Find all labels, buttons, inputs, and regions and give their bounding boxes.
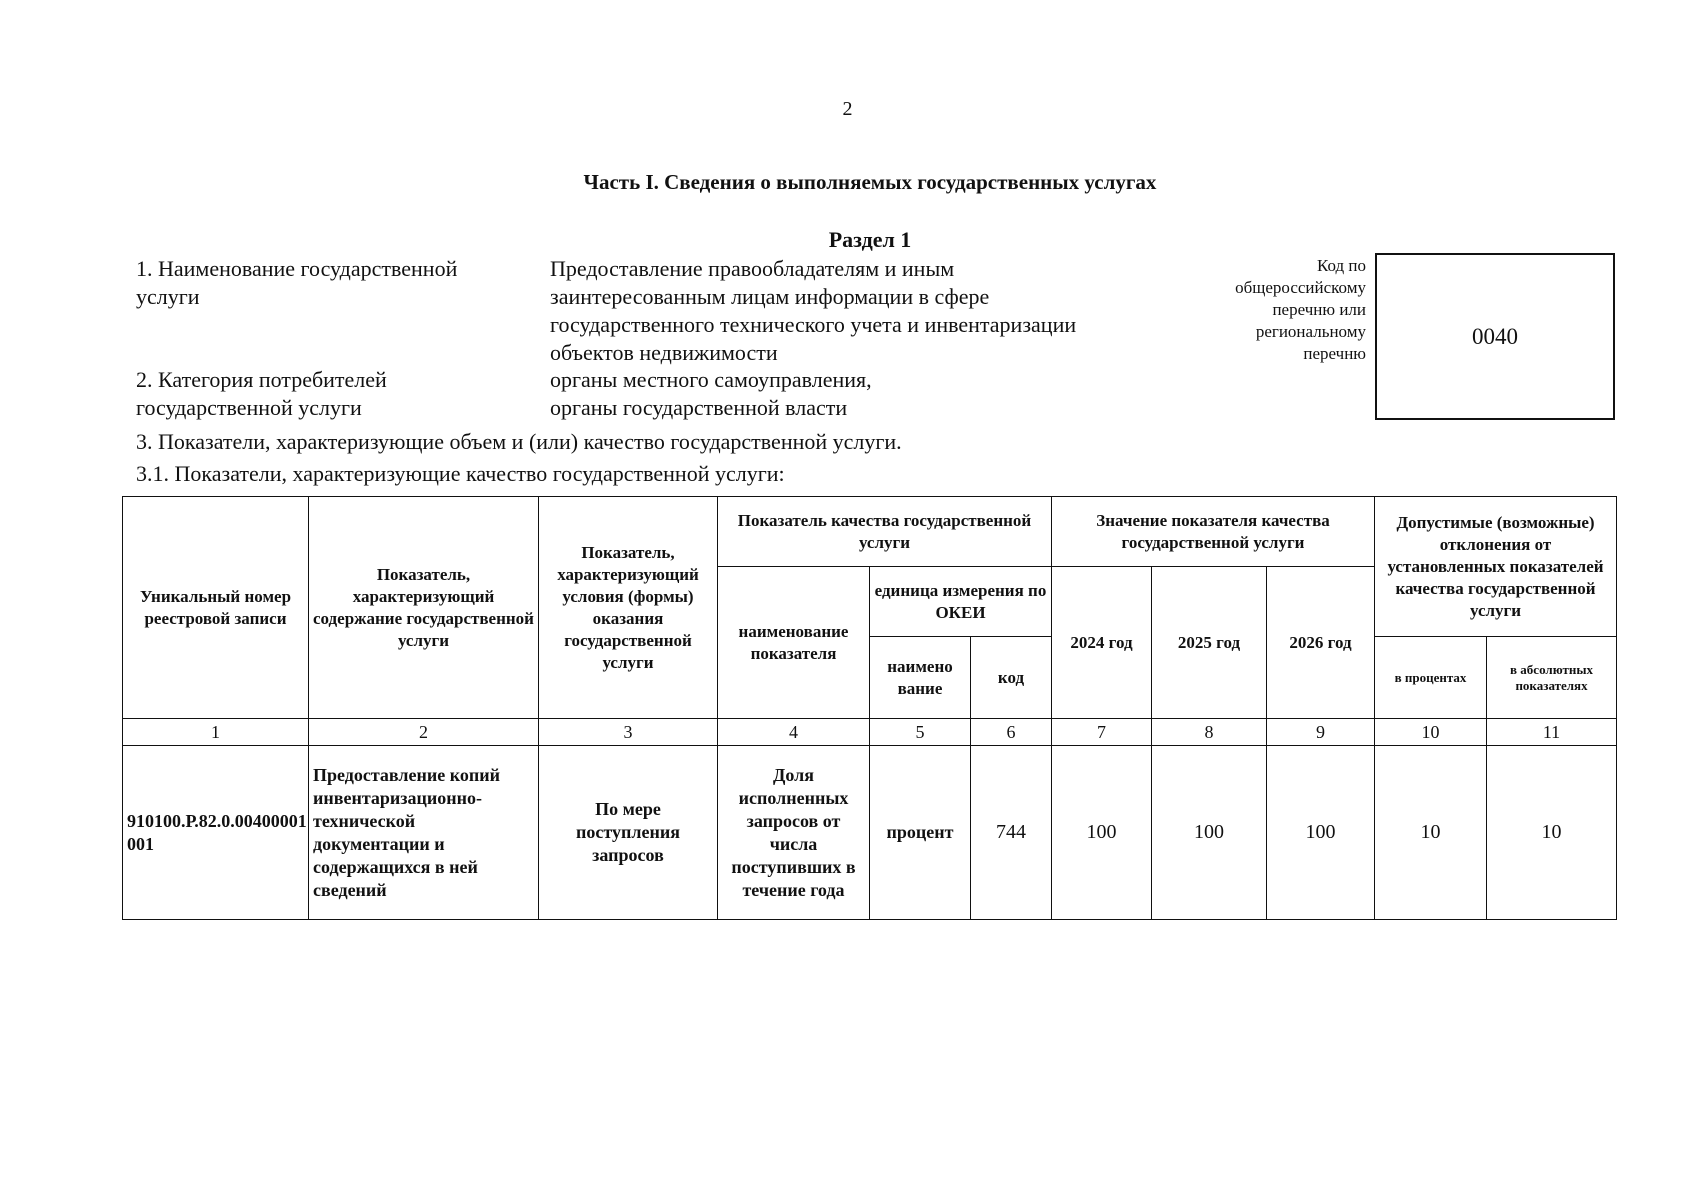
cell-2025: 100 [1152, 746, 1267, 920]
heading-3: 3. Показатели, характеризующие объем и (или) качество государственной услуги. [136, 429, 902, 454]
header-unit-code: код [971, 637, 1052, 719]
header-2024: 2024 год [1052, 567, 1152, 719]
cell-unit-code: 744 [971, 746, 1052, 920]
header-registry: Уникальный номер реестровой записи [123, 497, 309, 719]
header-unit-name: наимено вание [870, 637, 971, 719]
header-quality: Показатель качества государственной услуги [718, 497, 1052, 567]
cell-2026: 100 [1267, 746, 1375, 920]
col-number: 11 [1487, 719, 1617, 746]
header-2026: 2026 год [1267, 567, 1375, 719]
code-label: Код по общероссийскому перечню или региональному перечню [1235, 256, 1366, 363]
consumers-label: 2. Категория потребителей государственной услуги [136, 367, 387, 420]
col-number: 2 [309, 719, 539, 746]
page-number: 2 [842, 98, 853, 120]
header-unit: единица измерения по ОКЕИ [870, 567, 1052, 637]
cell-indicator: Доля исполненных запросов от числа поступивших в течение года [718, 746, 870, 920]
col-number: 3 [539, 719, 718, 746]
header-content: Показатель, характеризующий содержание государственной услуги [309, 497, 539, 719]
col-number: 4 [718, 719, 870, 746]
code-value: 0040 [1472, 323, 1518, 349]
header-percent: в процентах [1375, 637, 1487, 719]
header-indicator-name: наименование показателя [718, 567, 870, 719]
col-number: 6 [971, 719, 1052, 746]
header-absolute: в абсолютных показателях [1487, 637, 1617, 719]
cell-registry: 910100.Р.82.0.00400001 001 [123, 746, 309, 920]
header-2025: 2025 год [1152, 567, 1267, 719]
cell-dev-percent: 10 [1375, 746, 1487, 920]
cell-content: Предоставление копий инвентаризационно-технической документации и содержащихся в ней сведений [309, 746, 539, 920]
col-number: 7 [1052, 719, 1152, 746]
heading-3-1: 3.1. Показатели, характеризующие качество государственной услуги: [136, 461, 785, 486]
section-title: Раздел 1 [828, 227, 912, 252]
col-number: 5 [870, 719, 971, 746]
col-number: 10 [1375, 719, 1487, 746]
col-number: 1 [123, 719, 309, 746]
header-conditions: Показатель, характеризующий условия (формы) оказания государственной услуги [539, 497, 718, 719]
service-name-value: Предоставление правообладателям и иным заинтересованным лицам информации в сфере государственного технического учета и инвентаризации объектов недвижимости [550, 256, 1077, 365]
header-deviation: Допустимые (возможные) отклонения от установленных показателей качества государственной услуги [1375, 497, 1617, 637]
service-name-label: 1. Наименование государственной услуги [136, 256, 458, 309]
consumers-value: органы местного самоуправления, органы государственной власти [550, 367, 872, 420]
col-number: 8 [1152, 719, 1267, 746]
cell-dev-absolute: 10 [1487, 746, 1617, 920]
table-row [123, 746, 1617, 920]
cell-unit-name: процент [870, 746, 971, 920]
part-title: Часть I. Сведения о выполняемых государственных услугах [583, 170, 1157, 194]
cell-2024: 100 [1052, 746, 1152, 920]
cell-conditions: По мере поступления запросов [539, 746, 718, 920]
code-box [1375, 253, 1615, 420]
quality-table [122, 496, 1617, 920]
header-value: Значение показателя качества государственной услуги [1052, 497, 1375, 567]
col-number: 9 [1267, 719, 1375, 746]
